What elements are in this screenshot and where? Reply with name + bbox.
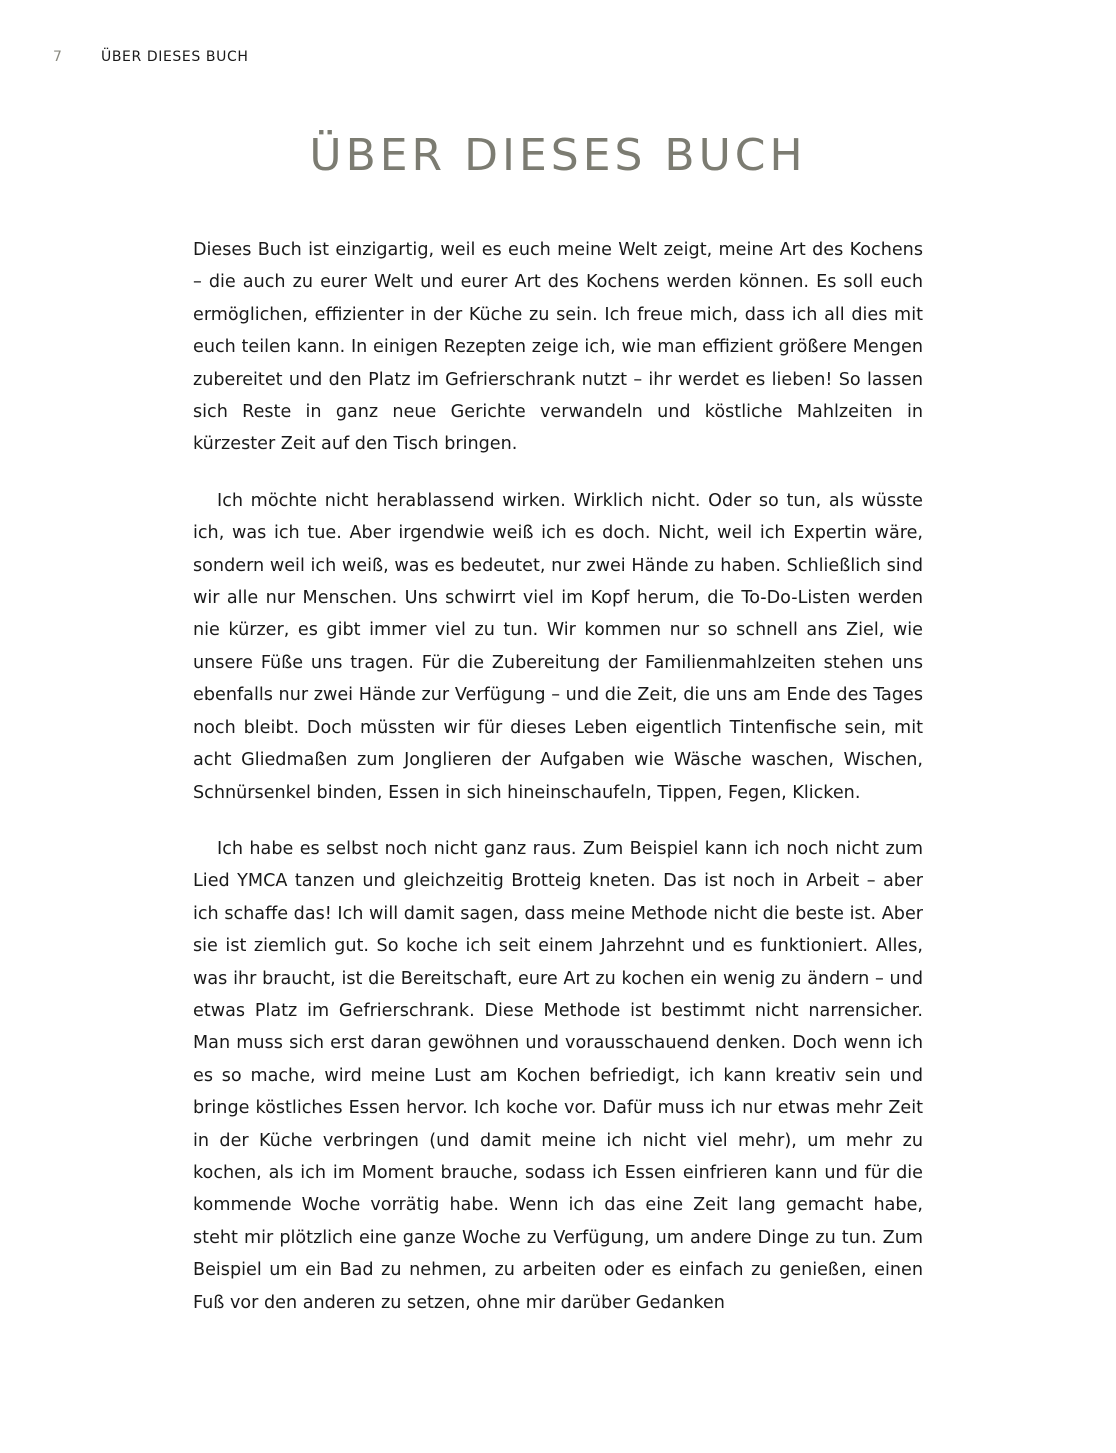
running-header	[53, 49, 248, 65]
chapter-title: ÜBER DIESES BUCH	[309, 130, 807, 181]
page-number: 7	[53, 49, 63, 65]
paragraph-1: Dieses Buch ist einzigartig, weil es euch meine Welt zeigt, meine Art des Kochens – die auch zu eurer Welt und eurer Art des Kochens werden können. Es soll euch ermöglichen, effizienter in der Küche zu sein. Ich freue mich, dass ich all dies mit euch teilen kann. In einigen Rezepten zeige ich, wie man effizient größere Mengen zubereitet und den Platz im Gefrierschrank nutzt – ihr werdet es lieben! So lassen sich Reste in ganz neue Gerichte verwandeln und köstliche Mahlzeiten in kürzester Zeit auf den Tisch bringen.	[193, 240, 923, 455]
paragraph-2: Ich möchte nicht herablassend wirken. Wirklich nicht. Oder so tun, als wüsste ich, was ich tue. Aber irgendwie weiß ich es doch. Nicht, weil ich Expertin wäre, sondern weil ich weiß, was es bedeutet, nur zwei Hände zu haben. Schließlich sind wir alle nur Menschen. Uns schwirrt viel im Kopf herum, die To-Do-Listen werden nie kürzer, es gibt immer viel zu tun. Wir kommen nur so schnell ans Ziel, wie unsere Füße uns tragen. Für die Zubereitung der Familienmahlzeiten stehen uns ebenfalls nur zwei Hände zur Verfügung – und die Zeit, die uns am Ende des Tages noch bleibt. Doch müssten wir für dieses Leben eigentlich Tintenfische sein, mit acht Gliedmaßen zum Jonglieren der Aufgaben wie Wäsche waschen, Wischen, Schnürsenkel binden, Essen in sich hineinschaufeln, Tippen, Fegen, Klicken.	[193, 490, 923, 803]
paragraph-3: Ich habe es selbst noch nicht ganz raus. Zum Beispiel kann ich noch nicht zum Lied YMCA tanzen und gleichzeitig Brotteig kneten. Das ist noch in Arbeit – aber ich schaffe das! Ich will damit sagen, dass meine Methode nicht die beste ist. Aber sie ist ziemlich gut. So koche ich seit einem Jahrzehnt und es funktioniert. Alles, was ihr braucht, ist die Bereitschaft, eure Art zu kochen ein wenig zu ändern – und etwas Platz im Gefrierschrank. Diese Methode ist bestimmt nicht narrensicher. Man muss sich erst daran gewöhnen und vorausschauend denken. Doch wenn ich es so mache, wird meine Lust am Kochen befriedigt, ich kann kreativ sein und bringe köstliches Essen hervor. Ich koche vor. Dafür muss ich nur etwas mehr Zeit in der Küche verbringen (und damit meine ich nicht viel mehr), um mehr zu kochen, als ich im Moment brauche, sodass ich Essen einfrieren kann und für die kommende Woche vorrätig habe. Wenn ich das eine Zeit lang gemacht habe, steht mir plötzlich eine ganze Woche zu Verfügung, um andere Dinge zu tun. Zum Beispiel um ein Bad zu nehmen, zu arbeiten oder es einfach zu genießen, einen Fuß vor den anderen zu setzen, ohne mir darüber Gedanken	[193, 838, 923, 1313]
running-header-section: ÜBER DIESES BUCH	[101, 49, 249, 65]
body-text	[193, 234, 923, 1343]
